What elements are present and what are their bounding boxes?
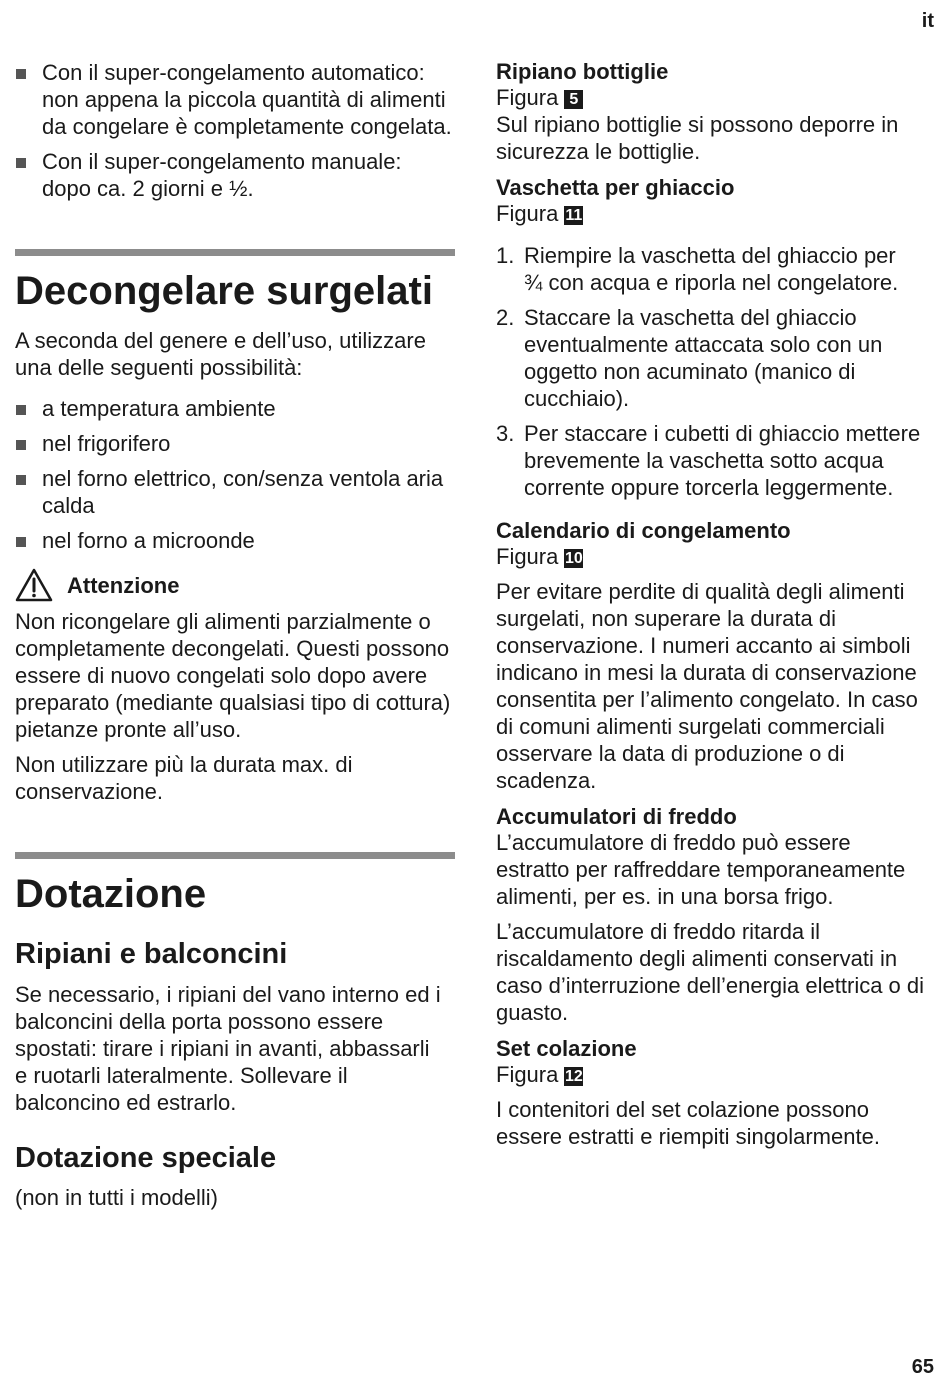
figure-label: Figura — [496, 544, 559, 569]
warning-text: Non ricongelare gli alimenti parzialmente o completamente decongelati. Questi possono essere di nuovo congelati solo dopo avere preparato (mediante qualsiasi tipo di cottura) pietanze pronte all’uso. — [15, 609, 451, 742]
step-number: 3. — [496, 421, 515, 446]
warning-text-2: Non utilizzare più la durata max. di conservazione. — [15, 752, 353, 804]
step-item — [496, 242, 914, 296]
super-freeze-list — [15, 59, 455, 202]
special-note: (non in tutti i modelli) — [15, 1185, 218, 1210]
shelves-text: Se necessario, i ripiani del vano interno ed i balconcini della porta possono essere spostati: tirare i ripiani in avanti, abbassarli e ruotarli lateralmente. Sollevare il balconcino ed estrarlo. — [15, 982, 441, 1115]
bullet-square-icon — [16, 158, 26, 168]
figure-reference — [496, 200, 936, 227]
list-item — [15, 430, 455, 457]
breakfast-set-title: Set colazione — [496, 1036, 637, 1061]
list-item-text: Con il super-congelamento manuale: dopo ca. 2 giorni e ½. — [42, 149, 402, 201]
list-item — [15, 527, 455, 554]
figure-label: Figura — [496, 1062, 559, 1087]
section-title-defrost: Decongelare surgelati — [15, 269, 433, 313]
subsection-title-special: Dotazione speciale — [15, 1142, 277, 1174]
list-item-text: a temperatura ambiente — [42, 396, 276, 421]
left-column — [15, 59, 455, 1211]
figure-number-badge: 11 — [565, 207, 583, 224]
language-code: it — [921, 10, 934, 32]
cold-packs-text-2: L’accumulatore di freddo ritarda il riscaldamento degli alimenti conservati in caso d’interruzione dell’energia elettrica o di guasto. — [496, 919, 925, 1025]
list-item-text: nel frigorifero — [42, 431, 171, 456]
bottle-shelf-title: Ripiano bottiglie — [496, 59, 669, 84]
list-item-text: nel forno elettrico, con/senza ventola aria calda — [42, 466, 444, 518]
figure-label: Figura — [496, 85, 559, 110]
figure-label: Figura — [496, 201, 559, 226]
step-number: 1. — [496, 243, 515, 268]
figure-number-badge: 10 — [564, 550, 583, 567]
defrost-options-list — [15, 395, 455, 554]
section-divider — [15, 249, 455, 256]
figure-reference — [496, 1061, 936, 1088]
ice-tray-steps — [496, 242, 936, 501]
calendar-title: Calendario di congelamento — [496, 518, 791, 543]
warning-triangle-icon — [15, 568, 53, 602]
page-number: 65 — [911, 1356, 934, 1378]
figure-reference — [496, 84, 936, 111]
bullet-square-icon — [16, 69, 26, 79]
step-text: Riempire la vaschetta del ghiaccio per ¾ con acqua e riporla nel congelatore. — [524, 243, 899, 295]
step-item — [496, 304, 949, 412]
cold-packs-title: Accumulatori di freddo — [496, 804, 737, 829]
defrost-intro: A seconda del genere e dell’uso, utilizzare una delle seguenti possibilità: — [15, 328, 426, 380]
cold-packs-text-1: L’accumulatore di freddo può essere estratto per raffreddare temporaneamente alimenti, per es. in una borsa frigo. — [496, 830, 906, 909]
warning-heading — [15, 568, 455, 602]
bullet-square-icon — [16, 440, 26, 450]
subsection-title-shelves: Ripiani e balconcini — [15, 938, 288, 970]
bullet-square-icon — [16, 475, 26, 485]
figure-reference — [496, 543, 936, 570]
figure-number-badge: 5 — [564, 90, 583, 109]
section-divider — [15, 852, 455, 859]
step-text: Per staccare i cubetti di ghiaccio mettere brevemente la vaschetta sotto acqua corrente oppure torcerla leggermente. — [524, 421, 921, 500]
list-item — [15, 395, 455, 422]
warning-title: Attenzione — [67, 572, 180, 598]
list-item — [15, 465, 462, 519]
ice-tray-title: Vaschetta per ghiaccio — [496, 175, 735, 200]
breakfast-set-text: I contenitori del set colazione possono essere estratti e riempiti singolarmente. — [496, 1097, 880, 1149]
list-item — [15, 148, 452, 202]
bullet-square-icon — [16, 405, 26, 415]
bullet-square-icon — [16, 537, 26, 547]
step-text: Staccare la vaschetta del ghiaccio eventualmente attaccata solo con un oggetto non acuminato (manico di cucchiaio). — [524, 305, 883, 411]
list-item-text: nel forno a microonde — [42, 528, 255, 553]
right-column — [496, 59, 936, 1150]
calendar-text: Per evitare perdite di qualità degli alimenti surgelati, non superare la durata di conservazione. I numeri accanto ai simboli indicano in mesi la durata di conservazione consentita per l’alimento congelato. In caso di comuni alimenti surgelati commerciali osservare la data di produzione o di scadenza. — [496, 579, 918, 793]
section-title-equipment: Dotazione — [15, 872, 207, 916]
figure-number-badge: 12 — [564, 1068, 583, 1085]
bottle-shelf-text: Sul ripiano bottiglie si possono deporre in sicurezza le bottiglie. — [496, 112, 899, 164]
step-number: 2. — [496, 305, 515, 330]
list-item — [15, 59, 452, 140]
list-item-text: Con il super-congelamento automatico: non appena la piccola quantità di alimenti da congelare è completamente congelata. — [42, 60, 452, 139]
step-item — [496, 420, 950, 501]
